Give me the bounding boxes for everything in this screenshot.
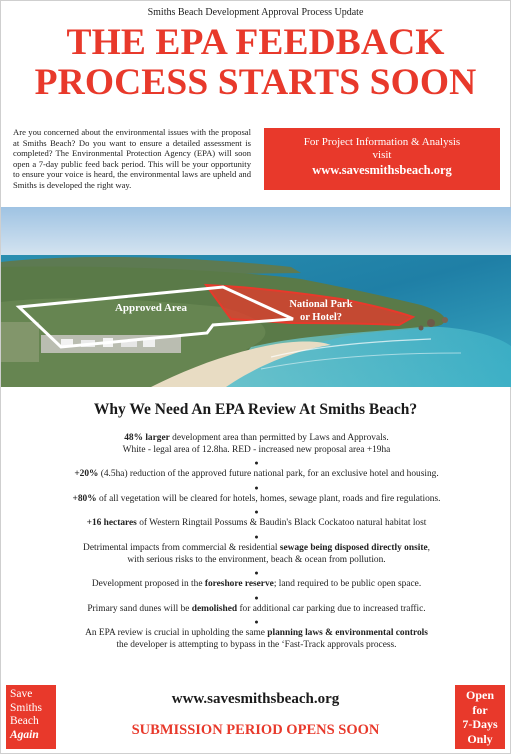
bullet-separator: ● [254,459,259,468]
approved-area-label: Approved Area [114,302,188,314]
point-rest-text: of Western Ringtail Possums & Baudin's Black Cockatoo natural habitat lost [136,518,427,529]
bullet-separator: ● [254,593,259,602]
project-info-box[interactable] [264,128,500,190]
review-point-line [13,494,500,506]
point-rest-text: of all vegetation will be cleared for hotels, homes, sewage plant, roads and fire regulations. [96,493,441,504]
badge-line-3: 7-Days [462,717,498,731]
save-smiths-beach-logo [6,685,56,749]
review-point-line-2: the developer is attempting to bypass in the ‘Fast-Track approvals process. [116,639,397,650]
bullet-separator: ● [254,508,259,517]
review-point [13,628,500,651]
point-rest-text: development area than permitted by Laws and Approvals. [169,433,389,443]
point-bold-text: +20% [74,469,99,480]
review-point [13,604,500,616]
review-point-line [13,543,500,555]
review-point-line [13,604,500,616]
kicker-text: Smiths Beach Development Approval Process Update [147,7,364,18]
point-rest-text: ; land required to be public open space. [273,579,422,590]
section-title: Why We Need An EPA Review At Smiths Beach? [93,401,418,418]
point-bold-text: foreshore reserve [204,579,274,590]
point-bold-text: planning laws & environmental controls [267,628,428,639]
cta-line-2: visit [372,149,392,161]
review-point-line [13,628,500,640]
point-bold-text: demolished [191,603,238,614]
badge-line-2: for [472,702,488,717]
logo-line-1: Save [10,688,33,700]
bullet-separator: ● [254,483,259,492]
point-bold-text: +80% [72,493,97,504]
footer-url-link[interactable]: www.savesmithsbeach.org [171,691,340,707]
logo-line-4: Again [10,728,39,741]
logo-line-3: Beach [10,715,39,727]
bullet-separator: ● [254,532,259,541]
review-point [13,494,500,506]
bullet-separator: ● [254,569,259,578]
open-7-days-badge [455,685,505,749]
point-bold-text: sewage being disposed directly onsite [279,542,428,553]
review-point-line-2: White - legal area of 12.8ha. RED - increased new proposal area +19ha [122,444,391,455]
review-point [13,469,500,481]
cta-url-link[interactable]: www.savesmithsbeach.org [312,163,452,177]
point-rest-text: (4.5ha) reduction of the approved future national park, for an exclusive hotel and housing. [98,469,439,480]
badge-line-1: Open [465,688,494,702]
point-pre-text: An EPA review is crucial in upholding the same [85,628,268,639]
badge-line-4: Only [467,731,493,746]
point-bold-text: +16 hectares [86,518,137,529]
intro-paragraph: Are you concerned about the environmental issues with the proposal at Smiths Beach? Do you want to ensure a detailed assessment is completed? The Environmental Protection Agency (EPA) will soon open a 7-day public feed back period. This will be your opportunity to ensure your voice is heard, the environmental laws are upheld and Smiths is developed the right way. [13,127,251,190]
point-rest-text: for additional car parking due to increased traffic. [237,603,426,614]
review-point-line [13,518,500,530]
logo-line-2: Smiths [10,701,42,714]
aerial-photo [1,207,511,387]
cta-line-1: For Project Information & Analysis [303,136,461,148]
point-pre-text: Development proposed in the [91,579,205,590]
review-point [13,433,500,456]
point-rest-text: , [427,542,430,553]
headline-line-2: PROCESS STARTS SOON [34,62,477,103]
red-area-label-2: or Hotel? [299,312,343,323]
headline [1,23,510,103]
review-point-line-2: with serious risks to the environment, beach & ocean from pollution. [127,554,386,565]
review-point-line [13,469,500,481]
bullet-separator: ● [254,618,259,627]
review-points-list [13,433,500,653]
headline-line-1: THE EPA FEEDBACK [66,22,445,63]
review-point-line [13,433,500,445]
point-pre-text: Primary sand dunes will be [87,603,192,614]
review-point [13,518,500,530]
red-area-label-1: National Park [289,299,353,310]
point-bold-text: 48% larger [124,433,170,443]
point-pre-text: Detrimental impacts from commercial & residential [83,542,280,553]
submission-banner: SUBMISSION PERIOD OPENS SOON [131,722,380,738]
review-point-line [13,579,500,591]
review-point [13,543,500,566]
review-point [13,579,500,591]
